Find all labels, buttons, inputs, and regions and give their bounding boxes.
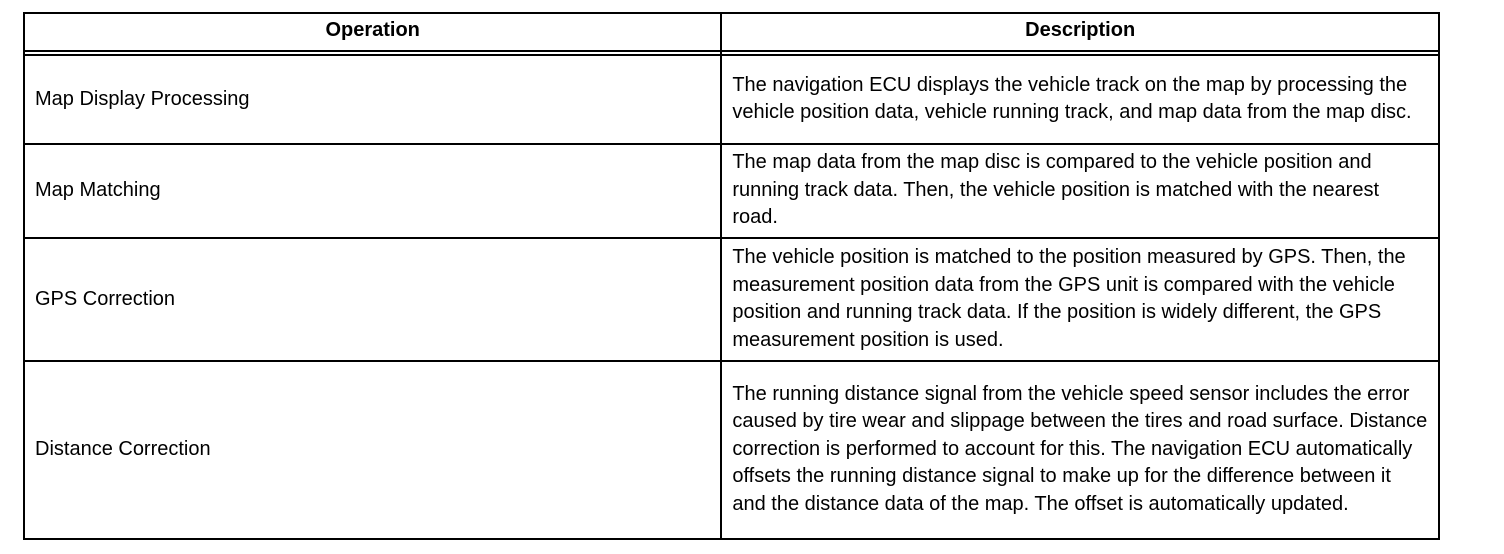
header-description: Description (721, 13, 1439, 51)
header-operation: Operation (24, 13, 721, 51)
description-cell: The navigation ECU displays the vehicle track on the map by processing the vehicle position data, vehicle running track, and map data from the map disc. (721, 55, 1439, 144)
table-header (24, 13, 1439, 51)
operation-cell: Map Display Processing (24, 55, 721, 144)
table-body (24, 51, 1439, 539)
table-row (24, 144, 1439, 238)
operation-cell: GPS Correction (24, 238, 721, 361)
table-row (24, 238, 1439, 361)
table-row (24, 361, 1439, 539)
description-cell: The map data from the map disc is compared to the vehicle position and running track data. Then, the vehicle position is matched with the nearest road. (721, 144, 1439, 238)
operation-cell: Distance Correction (24, 361, 721, 539)
header-row (24, 13, 1439, 51)
description-cell: The running distance signal from the vehicle speed sensor includes the error caused by tire wear and slippage between the tires and road surface. Distance correction is performed to account for this. The navigation ECU automatically offsets the running distance signal to make up for the difference between it and the distance data of the map. The offset is automatically updated. (721, 361, 1439, 539)
table-row (24, 55, 1439, 144)
operation-cell: Map Matching (24, 144, 721, 238)
operation-description-table (23, 12, 1440, 540)
description-cell: The vehicle position is matched to the position measured by GPS. Then, the measurement position data from the GPS unit is compared with the vehicle position and running track data. If the position is widely different, the GPS measurement position is used. (721, 238, 1439, 361)
